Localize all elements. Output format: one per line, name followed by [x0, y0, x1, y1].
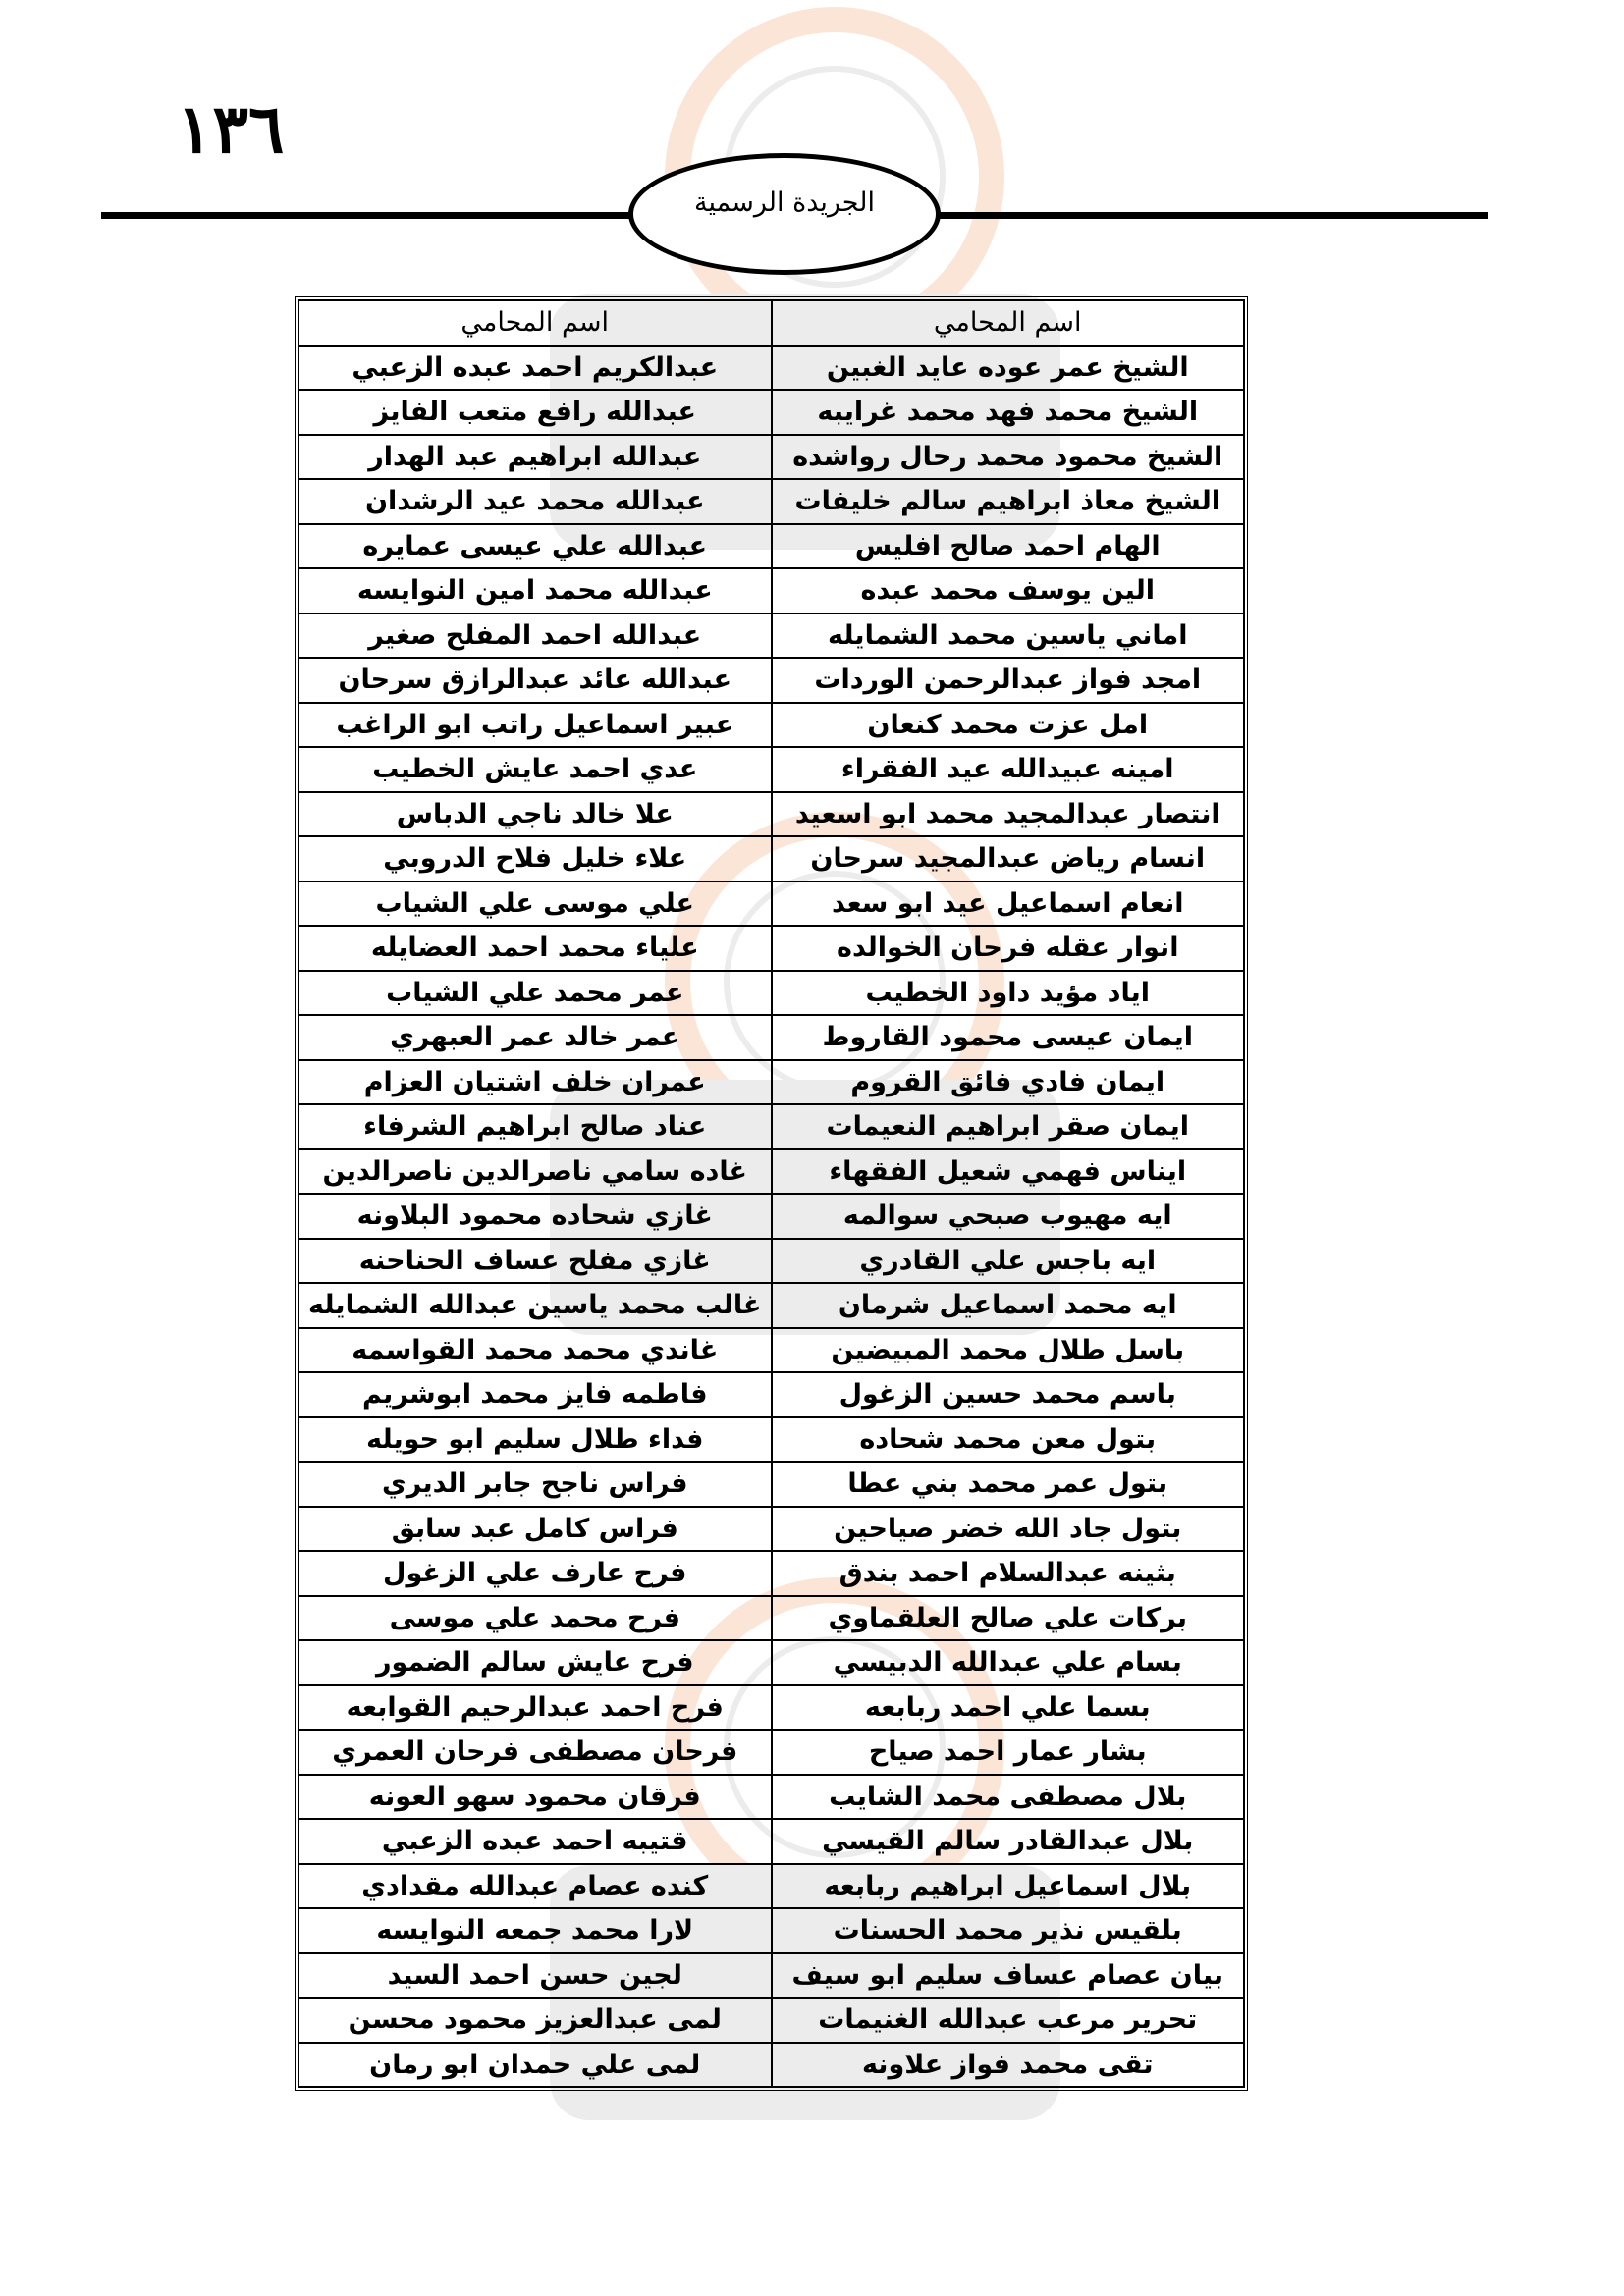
lawyer-name-cell: غازي شحاده محمود البلاونه: [298, 1194, 772, 1239]
lawyer-name-cell: علا خالد ناجي الدباس: [298, 792, 772, 837]
lawyer-name-cell: عناد صالح ابراهيم الشرفاء: [298, 1104, 772, 1149]
lawyer-name-cell: بلال اسماعيل ابراهيم ربابعه: [772, 1864, 1245, 1909]
lawyer-name-cell: عبدالله ابراهيم عبد الهدار: [298, 435, 772, 480]
lawyer-name-cell: انتصار عبدالمجيد محمد ابو اسعيد: [772, 792, 1245, 837]
lawyer-name-cell: ايناس فهمي شعيل الفقهاء: [772, 1149, 1245, 1195]
lawyer-name-cell: الهام احمد صالح افليس: [772, 524, 1245, 569]
lawyer-name-cell: ايمان صقر ابراهيم النعيمات: [772, 1104, 1245, 1149]
table-row: [298, 1685, 1244, 1731]
lawyer-name-cell: انعام اسماعيل عيد ابو سعد: [772, 881, 1245, 927]
table-row: [298, 1998, 1244, 2043]
lawyer-name-cell: فرح محمد علي موسى: [298, 1596, 772, 1641]
lawyer-name-cell: انسام رياض عبدالمجيد سرحان: [772, 836, 1245, 881]
lawyer-name-cell: عبدالله علي عيسى عمايره: [298, 524, 772, 569]
lawyer-name-cell: عمر خالد عمر العبهري: [298, 1015, 772, 1060]
lawyer-name-cell: ايه مهيوب صبحي سوالمه: [772, 1194, 1245, 1239]
lawyer-name-cell: فرح عارف علي الزغول: [298, 1551, 772, 1596]
lawyer-name-cell: فرحان مصطفى فرحان العمري: [298, 1730, 772, 1775]
lawyer-name-cell: فرح احمد عبدالرحيم القوابعه: [298, 1685, 772, 1731]
table-header-row: [298, 300, 1244, 346]
header-oval: [628, 153, 941, 275]
table-row: [298, 1640, 1244, 1685]
lawyer-name-cell: لمى عبدالعزيز محمود محسن: [298, 1998, 772, 2043]
lawyer-name-cell: عبدالكريم احمد عبده الزعبي: [298, 346, 772, 391]
header-title: الجريدة الرسمية: [694, 187, 875, 218]
lawyer-name-cell: بشار عمار احمد صياح: [772, 1730, 1245, 1775]
lawyer-name-cell: فاطمه فايز محمد ابوشريم: [298, 1372, 772, 1417]
table-row: [298, 926, 1244, 971]
table-row: [298, 971, 1244, 1016]
lawyer-name-cell: علياء محمد احمد العضايله: [298, 926, 772, 971]
lawyer-name-cell: تقى محمد فواز علاونه: [772, 2043, 1245, 2088]
lawyer-name-cell: بلال عبدالقادر سالم القيسي: [772, 1819, 1245, 1864]
lawyer-name-cell: بتول جاد الله خضر صياحين: [772, 1507, 1245, 1552]
lawyer-name-cell: عمر محمد علي الشياب: [298, 971, 772, 1016]
table-row: [298, 346, 1244, 391]
table-row: [298, 435, 1244, 480]
table-row: [298, 1149, 1244, 1195]
column-header: اسم المحامي: [772, 300, 1245, 346]
page-number: ١٣٦: [177, 90, 285, 169]
lawyer-name-cell: عبدالله محمد عيد الرشدان: [298, 479, 772, 524]
lawyer-name-cell: الشيخ محمد فهد محمد غرايبه: [772, 390, 1245, 435]
table-row: [298, 658, 1244, 703]
lawyer-name-cell: فراس ناجح جابر الديري: [298, 1462, 772, 1507]
table-row: [298, 524, 1244, 569]
lawyer-name-cell: علاء خليل فلاح الدروبي: [298, 836, 772, 881]
lawyer-name-cell: غاندي محمد محمد القواسمه: [298, 1328, 772, 1373]
lawyer-name-cell: امينه عبيدالله عيد الفقراء: [772, 747, 1245, 792]
lawyer-name-cell: اياد مؤيد داود الخطيب: [772, 971, 1245, 1016]
lawyer-name-cell: عبدالله محمد امين النوايسه: [298, 568, 772, 614]
lawyer-name-cell: عبدالله احمد المفلح صغير: [298, 614, 772, 659]
lawyer-name-cell: فراس كامل عبد سابق: [298, 1507, 772, 1552]
table-row: [298, 390, 1244, 435]
table-row: [298, 1953, 1244, 1999]
table-row: [298, 1462, 1244, 1507]
lawyer-name-cell: بلال مصطفى محمد الشايب: [772, 1775, 1245, 1820]
lawyer-name-cell: تحرير مرعب عبدالله الغنيمات: [772, 1998, 1245, 2043]
lawyer-name-cell: ايمان عيسى محمود القاروط: [772, 1015, 1245, 1060]
table-row: [298, 479, 1244, 524]
lawyer-name-cell: لارا محمد جمعه النوايسه: [298, 1908, 772, 1953]
lawyer-name-cell: لمى علي حمدان ابو رمان: [298, 2043, 772, 2088]
table-row: [298, 1283, 1244, 1328]
table-row: [298, 836, 1244, 881]
lawyer-name-cell: غالب محمد ياسين عبدالله الشمايله: [298, 1283, 772, 1328]
lawyer-name-cell: بركات علي صالح العلقماوي: [772, 1596, 1245, 1641]
lawyer-name-cell: الشيخ معاذ ابراهيم سالم خليفات: [772, 479, 1245, 524]
lawyer-name-cell: قتيبه احمد عبده الزعبي: [298, 1819, 772, 1864]
lawyer-name-cell: بيان عصام عساف سليم ابو سيف: [772, 1953, 1245, 1999]
table-row: [298, 1507, 1244, 1552]
table-row: [298, 1328, 1244, 1373]
lawyer-name-cell: فرقان محمود سهو العونه: [298, 1775, 772, 1820]
lawyers-table: [298, 299, 1245, 2088]
table-row: [298, 1775, 1244, 1820]
lawyer-name-cell: باسل طلال محمد المبيضين: [772, 1328, 1245, 1373]
lawyer-name-cell: غاده سامي ناصرالدين ناصرالدين: [298, 1149, 772, 1195]
lawyer-name-cell: الين يوسف محمد عبده: [772, 568, 1245, 614]
table-row: [298, 1864, 1244, 1909]
table-row: [298, 747, 1244, 792]
table-row: [298, 1819, 1244, 1864]
lawyer-name-cell: باسم محمد حسين الزغول: [772, 1372, 1245, 1417]
lawyer-name-cell: كنده عصام عبدالله مقدادي: [298, 1864, 772, 1909]
table-row: [298, 1417, 1244, 1463]
lawyer-name-cell: الشيخ عمر عوده عايد الغبين: [772, 346, 1245, 391]
table-row: [298, 1596, 1244, 1641]
table-row: [298, 1015, 1244, 1060]
table-row: [298, 614, 1244, 659]
lawyer-name-cell: عبدالله رافع متعب الفايز: [298, 390, 772, 435]
lawyer-name-cell: ايه محمد اسماعيل شرمان: [772, 1283, 1245, 1328]
lawyer-name-cell: لجين حسن احمد السيد: [298, 1953, 772, 1999]
lawyer-name-cell: بثينه عبدالسلام احمد بندق: [772, 1551, 1245, 1596]
lawyer-name-cell: امجد فواز عبدالرحمن الوردات: [772, 658, 1245, 703]
table-row: [298, 881, 1244, 927]
table-row: [298, 1551, 1244, 1596]
lawyer-name-cell: عبدالله عائد عبدالرازق سرحان: [298, 658, 772, 703]
lawyer-name-cell: علي موسى علي الشياب: [298, 881, 772, 927]
lawyer-name-cell: بتول معن محمد شحاده: [772, 1417, 1245, 1463]
table-row: [298, 792, 1244, 837]
lawyer-name-cell: انوار عقله فرحان الخوالده: [772, 926, 1245, 971]
table-row: [298, 1372, 1244, 1417]
column-header: اسم المحامي: [298, 300, 772, 346]
table-row: [298, 1194, 1244, 1239]
table-row: [298, 1060, 1244, 1105]
table-row: [298, 1239, 1244, 1284]
lawyer-name-cell: امل عزت محمد كنعان: [772, 703, 1245, 748]
lawyer-name-cell: عدي احمد عايش الخطيب: [298, 747, 772, 792]
table-row: [298, 568, 1244, 614]
table-row: [298, 1104, 1244, 1149]
lawyer-name-cell: فرح عايش سالم الضمور: [298, 1640, 772, 1685]
lawyer-name-cell: ايه باجس علي القادري: [772, 1239, 1245, 1284]
lawyer-name-cell: اماني ياسين محمد الشمايله: [772, 614, 1245, 659]
table-row: [298, 1908, 1244, 1953]
table-row: [298, 1730, 1244, 1775]
lawyer-name-cell: بلقيس نذير محمد الحسنات: [772, 1908, 1245, 1953]
lawyer-name-cell: بتول عمر محمد بني عطا: [772, 1462, 1245, 1507]
table-row: [298, 703, 1244, 748]
lawyer-name-cell: بسام علي عبدالله الدبيسي: [772, 1640, 1245, 1685]
lawyer-name-cell: غازي مفلح عساف الحناحنه: [298, 1239, 772, 1284]
lawyer-name-cell: عبير اسماعيل راتب ابو الراغب: [298, 703, 772, 748]
lawyer-name-cell: عمران خلف اشتيان العزام: [298, 1060, 772, 1105]
lawyer-name-cell: ايمان فادي فائق القروم: [772, 1060, 1245, 1105]
lawyer-name-cell: فداء طلال سليم ابو حويله: [298, 1417, 772, 1463]
lawyer-name-cell: بسما علي احمد ربابعه: [772, 1685, 1245, 1731]
lawyer-name-cell: الشيخ محمود محمد رحال رواشده: [772, 435, 1245, 480]
table-row: [298, 2043, 1244, 2088]
